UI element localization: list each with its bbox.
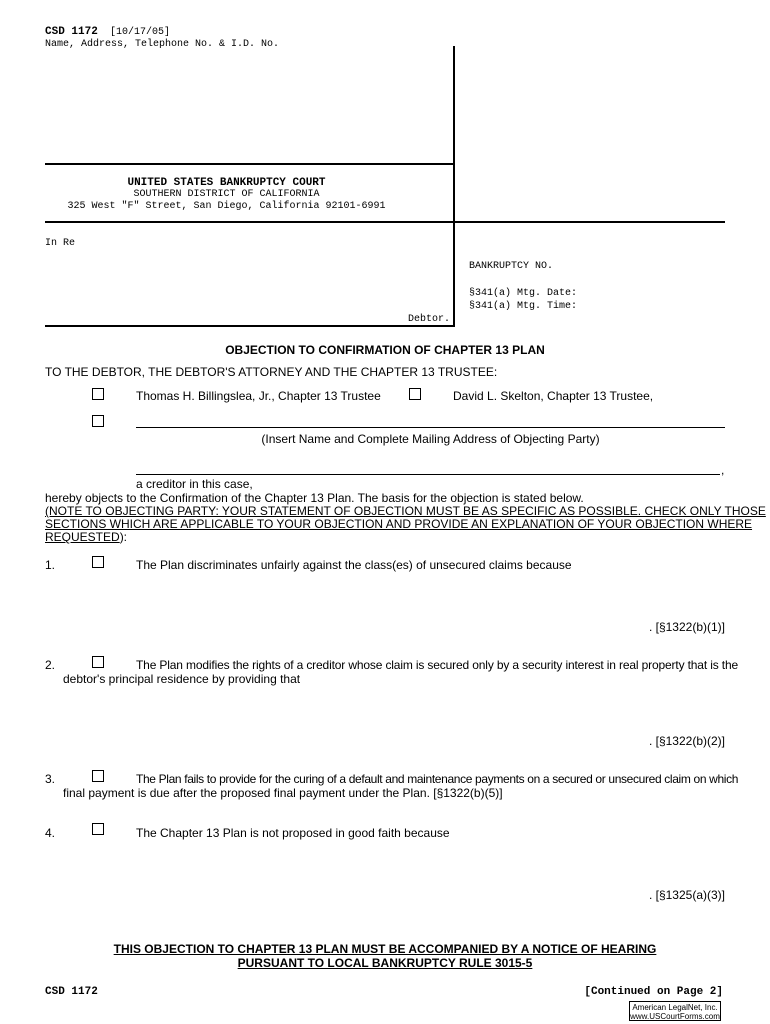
trustee-1-checkbox[interactable]: [92, 388, 104, 400]
comma: ,: [721, 463, 725, 477]
objection-3-text-2: final payment is due after the proposed final payment under the Plan. [§1322(b)(5)]: [63, 786, 503, 800]
objection-3-number: 3.: [45, 772, 56, 786]
notice-line-2: PURSUANT TO LOCAL BANKRUPTCY RULE 3015-5: [237, 956, 533, 970]
insert-name-caption: (Insert Name and Complete Mailing Address of Objecting Party): [261, 432, 600, 446]
objection-4-cite: . [§1325(a)(3)]: [648, 888, 725, 902]
document-title: OBJECTION TO CONFIRMATION OF CHAPTER 13 PLAN: [225, 343, 545, 357]
objecting-party-line[interactable]: [136, 427, 725, 428]
caption-vertical-divider: [453, 46, 455, 325]
footer-form-id: CSD 1172: [45, 986, 98, 998]
court-title: UNITED STATES BANKRUPTCY COURT: [127, 177, 326, 189]
note-line-2: SECTIONS WHICH ARE APPLICABLE TO YOUR OBJECTION AND PROVIDE AN EXPLANATION OF YOUR OBJECTION WHERE: [45, 517, 753, 531]
court-address: 325 West "F" Street, San Diego, California 92101-6991: [67, 201, 386, 212]
publisher-name: American LegalNet, Inc.: [632, 1003, 718, 1012]
trustee-2-checkbox[interactable]: [409, 388, 421, 400]
note-line-3: REQUESTED):: [45, 530, 128, 544]
court-district: SOUTHERN DISTRICT OF CALIFORNIA: [133, 189, 320, 200]
objection-2-number: 2.: [45, 658, 56, 672]
objection-1-text: The Plan discriminates unfairly against the class(es) of unsecured claims because: [136, 558, 572, 572]
objection-3-text: The Plan fails to provide for the curing of a default and maintenance payments on a secured or unsecured claim on which: [136, 772, 739, 786]
in-re-label: In Re: [45, 238, 76, 249]
form-date: [10/17/05]: [110, 27, 171, 38]
publisher-website: www.USCourtForms.com: [630, 1012, 720, 1021]
objection-1-cite: . [§1322(b)(1)]: [648, 620, 725, 634]
objection-4-number: 4.: [45, 826, 56, 840]
bankruptcy-no-label: BANKRUPTCY NO.: [469, 261, 554, 272]
mtg-time-label: §341(a) Mtg. Time:: [469, 301, 578, 312]
note-line-1: (NOTE TO OBJECTING PARTY: YOUR STATEMENT OF OBJECTION MUST BE AS SPECIFIC AS POSSIBLE. CHECK ONLY THOSE: [45, 504, 766, 518]
caption-rule-top: [45, 163, 455, 165]
notice-line-1: THIS OBJECTION TO CHAPTER 13 PLAN MUST BE ACCOMPANIED BY A NOTICE OF HEARING: [113, 942, 657, 956]
objects-line: hereby objects to the Confirmation of the Chapter 13 Plan. The basis for the objection is stated below.: [45, 491, 584, 505]
caption-rule-middle: [45, 221, 725, 223]
addressee-line: TO THE DEBTOR, THE DEBTOR'S ATTORNEY AND THE CHAPTER 13 TRUSTEE:: [45, 365, 498, 379]
objection-3-checkbox[interactable]: [92, 770, 104, 782]
objection-2-text-2: debtor's principal residence by providing that: [63, 672, 301, 686]
form-id: CSD 1172: [45, 26, 98, 38]
publisher-stamp: [629, 1001, 721, 1021]
objection-2-checkbox[interactable]: [92, 656, 104, 668]
mtg-date-label: §341(a) Mtg. Date:: [469, 288, 578, 299]
trustee-2-label: David L. Skelton, Chapter 13 Trustee,: [453, 389, 654, 403]
debtor-label: Debtor.: [408, 314, 451, 325]
objecting-party-address-line[interactable]: [136, 474, 720, 475]
creditor-line: a creditor in this case,: [136, 477, 253, 491]
objection-4-text: The Chapter 13 Plan is not proposed in good faith because: [136, 826, 450, 840]
objection-2-cite: . [§1322(b)(2)]: [648, 734, 725, 748]
continued-label: [Continued on Page 2]: [584, 986, 723, 998]
objection-1-number: 1.: [45, 558, 56, 572]
objecting-party-checkbox[interactable]: [92, 415, 104, 427]
name-address-label: Name, Address, Telephone No. & I.D. No.: [45, 39, 280, 50]
trustee-1-label: Thomas H. Billingslea, Jr., Chapter 13 Trustee: [136, 389, 381, 403]
objection-2-text: The Plan modifies the rights of a creditor whose claim is secured only by a security interest in real property that is the: [136, 658, 738, 672]
caption-rule-bottom: [45, 325, 455, 327]
objection-1-checkbox[interactable]: [92, 556, 104, 568]
objection-4-checkbox[interactable]: [92, 823, 104, 835]
